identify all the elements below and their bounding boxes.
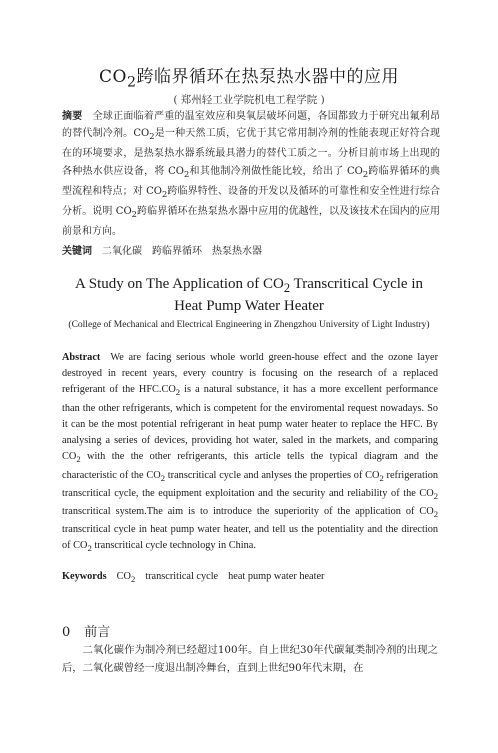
abstract-en: Abstract We are facing serious whole world green-house effect and the ozone layer destroyed in recent years, every country is focusing on the research of a replaced refrigerant of the $HFC.CO_2$ is a natural substance, it has a more excellent performance than the other refrigerants, which is competent for the enviromental request nowadays. So it can be the most potential refrigerant in heat pump water heater to replace the HFC. By analysing a series of devices, providing hot water, saled in the markets, and comparing $CO_2$ with the the other refrigerants, this article tells the typical diagram and the characteristic of the $CO_2$ transcritical cycle and anlyses the properties of $CO_2$ refrigeration transcritical cycle, the equipment exploitation and the security and reliability of the $CO_2$ transcritical system.The aim is to introduce the superiority of the application of $CO_2$ transcritical cycle in heat pump water heater, and tell us the potentiality and the direction of $CO_2$ transcritical cycle technology in China. xyxy=(62,352,439,554)
keywords-cn-label: 关键词 xyxy=(62,246,92,257)
affiliation-en: (College of Mechanical and Electrical Engineering in Zhengzhou University of Light Industry) xyxy=(68,320,430,330)
paper-title-en: A Study on The Application of $CO_2$ Transcritical Cycle in Heat Pump Water Heater xyxy=(74,276,424,314)
keyword-cn: 二氧化碳 xyxy=(102,246,142,257)
keywords-en-label: Keywords xyxy=(62,571,107,582)
keyword-cn: 热泵热水器 xyxy=(212,246,262,257)
abstract-cn: 摘要 全球正面临着严重的温室效应和臭氧层破坏问题，各国都致力于研究出氟利昂的替代制冷剂。$CO_2$是一种天然工质，它优于其它常用制冷剂的性能表现正好符合现在的环境要求，是热泵热水器系统最具潜力的替代工质之一。分析目前市场上出现的各种热水供应设备，将 $CO_2$和其他制冷剂做性能比较，给出了 $CO_2$跨临界循环的典型流程和特点；对 $CO_2$跨临界特性、设备的开发以及循环的可靠性和安全性进行综合分析。说明 $CO_2$跨临界循环在热泵热水器中应用的优越性，以及该技术在国内的应用前景和方向。 xyxy=(62,111,441,238)
keyword-en: heat pump water heater xyxy=(228,571,325,582)
paper-title-cn: $CO_2$跨临界循环在热泵热水器中的应用 xyxy=(99,67,399,91)
keywords-cn xyxy=(62,243,440,260)
keyword-en: transcritical cycle xyxy=(145,571,219,582)
keywords-en xyxy=(62,569,438,587)
abstract-en-label: Abstract xyxy=(62,352,101,363)
keyword-en: $CO_2$ xyxy=(116,571,136,585)
section-heading xyxy=(62,621,124,640)
body-paragraph: 二氧化碳作为制冷剂已经超过100年。自上世纪30年代碳氟类制冷剂的出现之后，二氧化碳曾经一度退出制冷舞台，直到上世纪90年代末期，在 xyxy=(62,644,438,674)
abstract-cn-label: 摘要 xyxy=(62,111,83,122)
section-number: 0 xyxy=(62,625,71,640)
affiliation-cn: ( 郑州轻工业学院机电工程学院 ) xyxy=(173,94,325,106)
keyword-cn: 跨临界循环 xyxy=(152,246,202,257)
section-title: 前言 xyxy=(84,625,111,640)
